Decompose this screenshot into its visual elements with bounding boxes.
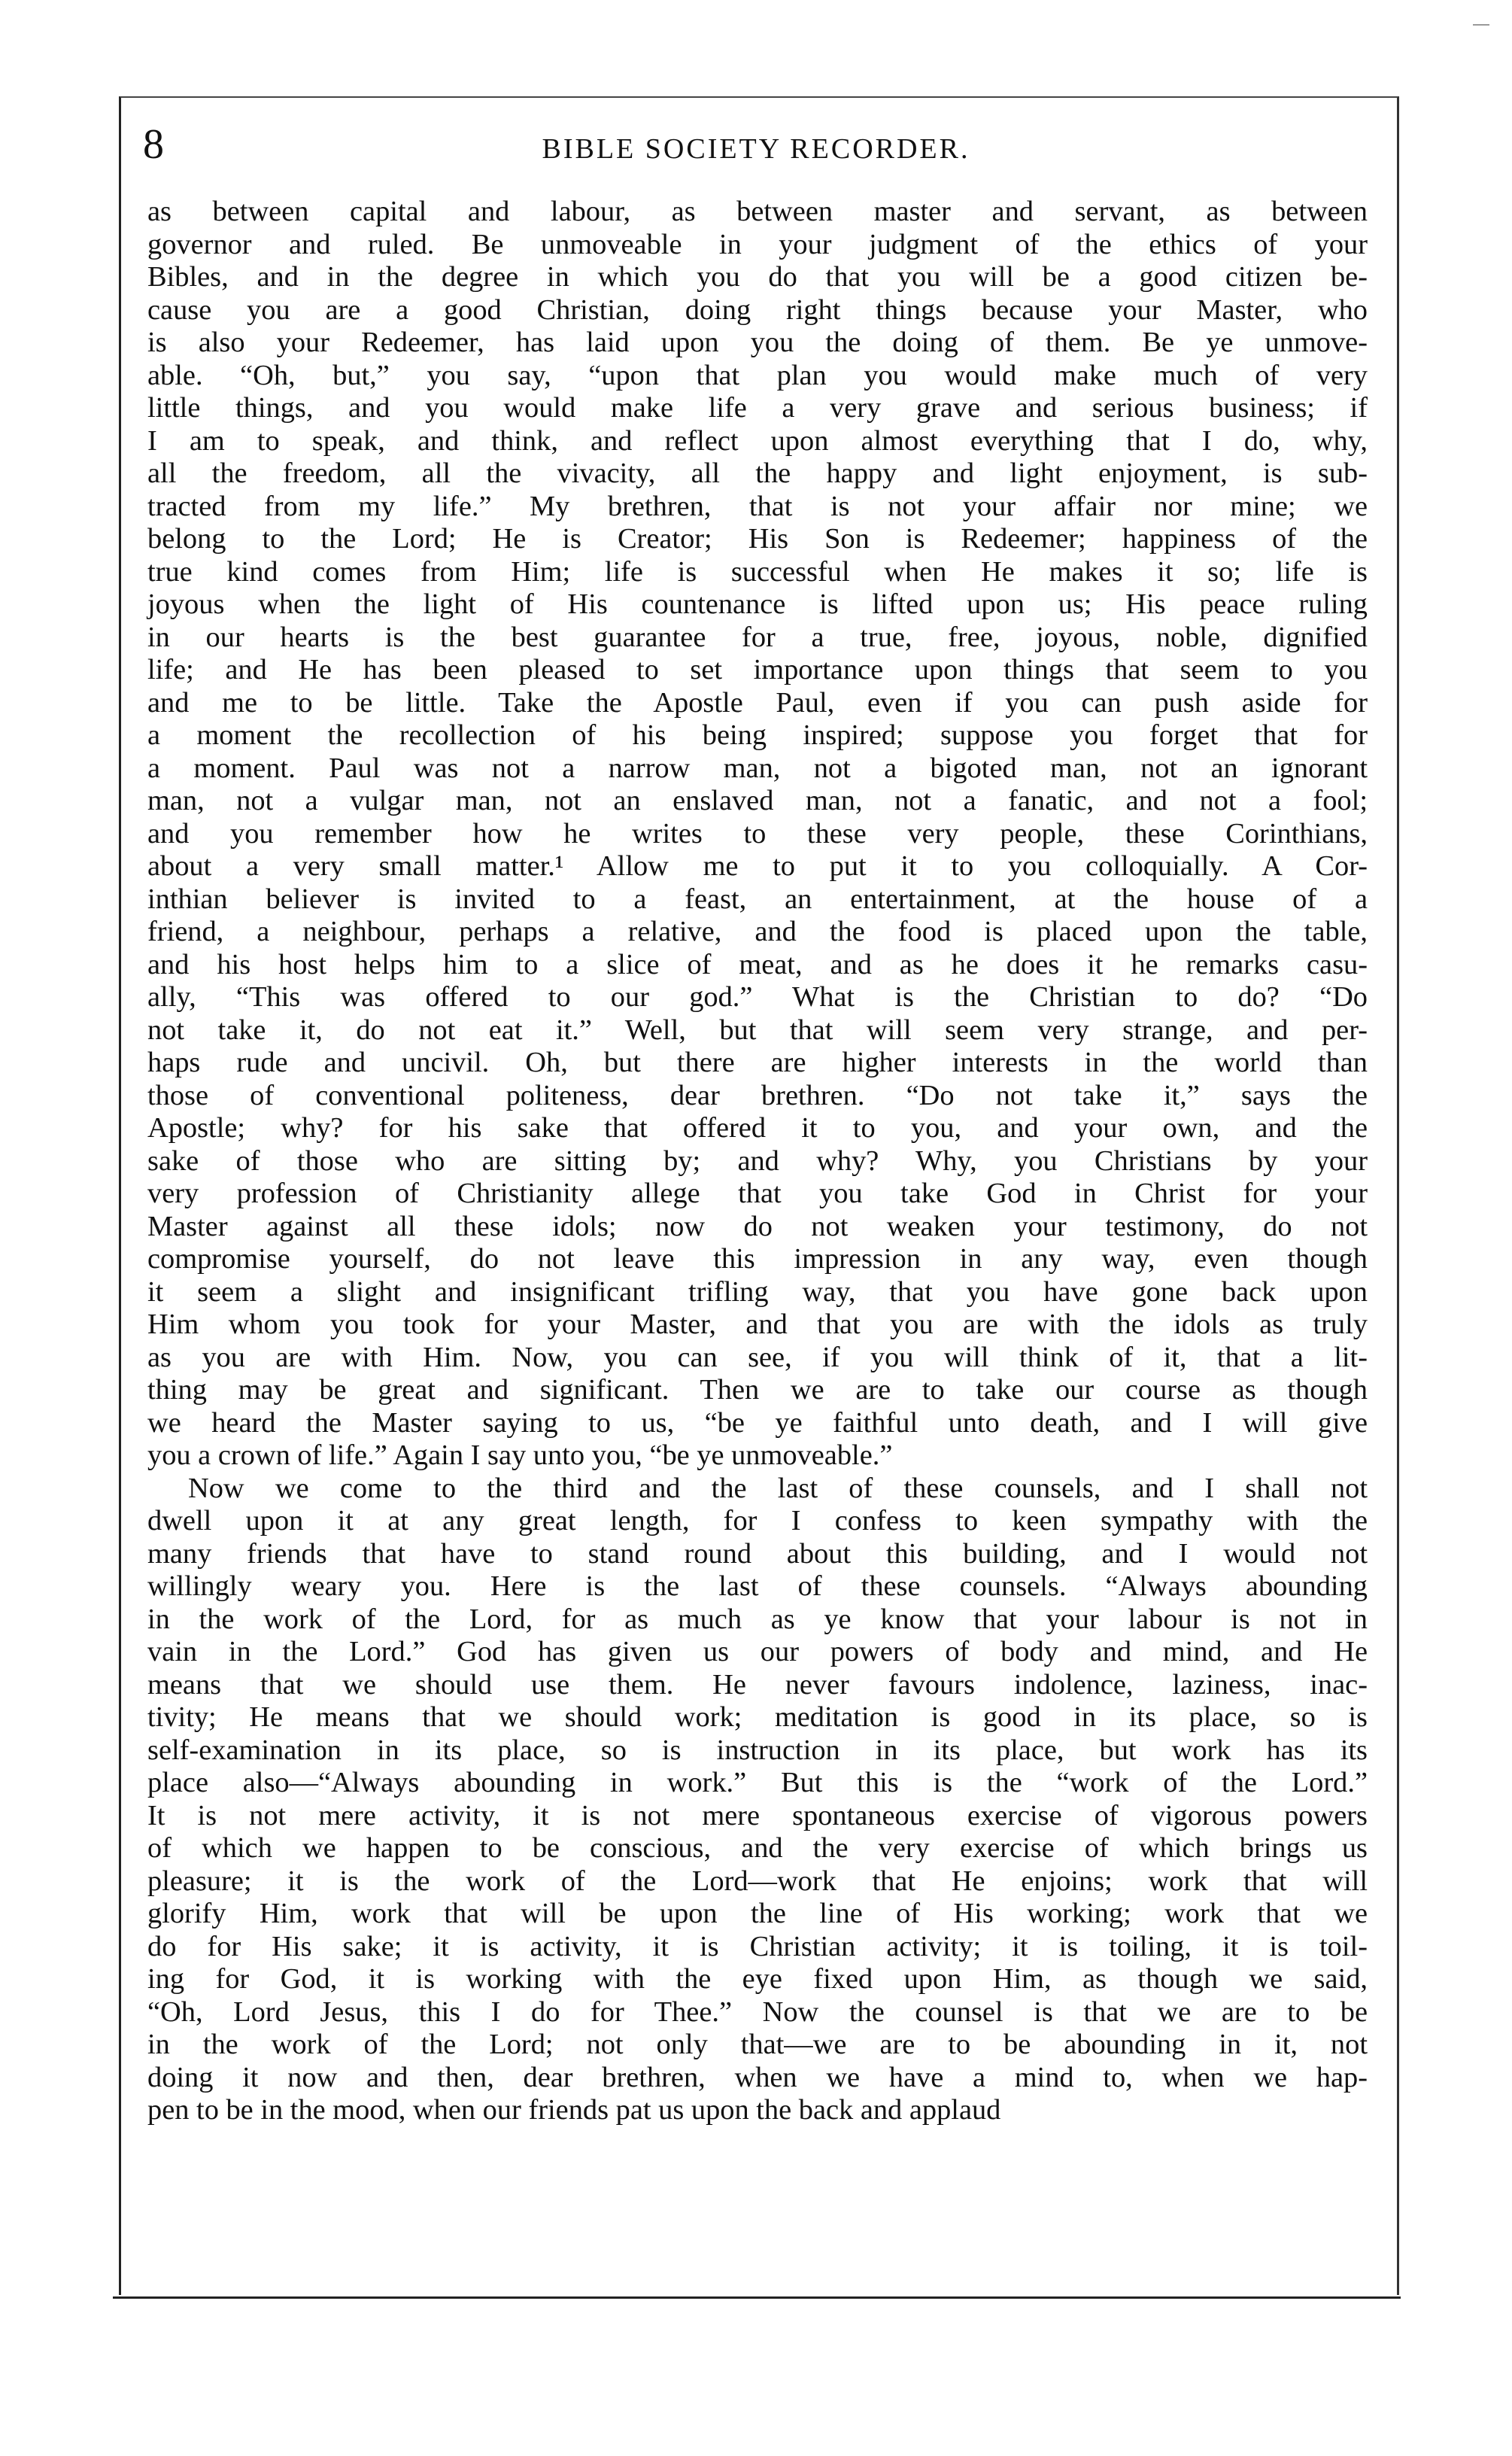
corner-mark xyxy=(1473,24,1489,26)
text-line: place also—“Always abounding in work.” But this is the “work of the Lord.” xyxy=(147,1767,1368,1798)
text-line: friend, a neighbour, perhaps a relative, and the food is placed upon the table, xyxy=(147,916,1368,947)
text-line: you a crown of life.” Again I say unto you, “be ye unmoveable.” xyxy=(147,1439,893,1471)
text-line: and you remember how he writes to these very people, these Corinthians, xyxy=(147,817,1368,850)
text-line: and me to be little. Take the Apostle Paul, even if you can push aside for xyxy=(147,686,1368,719)
text-line: little things, and you would make life a very grave and serious business; if xyxy=(147,392,1368,424)
text-line: very profession of Christianity allege that you take God in Christ for your xyxy=(147,1178,1368,1209)
text-line: ally, “This was offered to our god.” What is the Christian to do? “Do xyxy=(147,981,1368,1013)
text-line: all the freedom, all the vivacity, all the happy and light enjoyment, is sub- xyxy=(147,457,1368,489)
text-line: Him whom you took for your Master, and that you are with the idols as truly xyxy=(147,1309,1368,1340)
text-line: dwell upon it at any great length, for I confess to keen sympathy with the xyxy=(147,1505,1368,1537)
text-line: as you are with Him. Now, you can see, if you will think of it, that a lit- xyxy=(147,1341,1368,1373)
text-line: belong to the Lord; He is Creator; His Son is Redeemer; happiness of the xyxy=(147,523,1368,555)
text-line: man, not a vulgar man, not an enslaved man, not a fanatic, and not a fool; xyxy=(147,785,1368,816)
text-line: in the work of the Lord; not only that—we are to be abounding in it, not xyxy=(147,2029,1368,2060)
text-line: willingly weary you. Here is the last of these counsels. “Always abounding xyxy=(147,1570,1368,1602)
running-title: BIBLE SOCIETY RECORDER. xyxy=(542,133,970,165)
text-line: true kind comes from Him; life is successful when He makes it so; life is xyxy=(147,555,1368,588)
text-line: pleasure; it is the work of the Lord—work that He enjoins; work that will xyxy=(147,1865,1368,1897)
text-line: I am to speak, and think, and reflect upon almost everything that I do, why, xyxy=(147,424,1368,457)
text-line: and his host helps him to a slice of meat, and as he does it he remarks casu- xyxy=(147,948,1368,980)
text-line: do for His sake; it is activity, it is Christian activity; it is toiling, it is toil- xyxy=(147,1930,1368,1962)
text-line: self-examination in its place, so is instruction in its place, but work has its xyxy=(147,1734,1368,1766)
text-line: Master against all these idols; now do not weaken your testimony, do not xyxy=(147,1210,1368,1242)
page-header xyxy=(120,120,1392,173)
text-line: thing may be great and significant. Then we are to take our course as though xyxy=(147,1374,1368,1406)
text-line: joyous when the light of His countenance is lifted upon us; His peace ruling xyxy=(147,588,1368,620)
text-line: cause you are a good Christian, doing right things because your Master, who xyxy=(147,293,1368,326)
text-line: in the work of the Lord, for as much as ye know that your labour is not in xyxy=(147,1603,1368,1635)
text-line: pen to be in the mood, when our friends pat us upon the back and applaud xyxy=(147,2094,1001,2126)
bottom-rule xyxy=(113,2296,1401,2299)
text-line: a moment. Paul was not a narrow man, not a bigoted man, not an ignorant xyxy=(147,752,1368,784)
text-line: compromise yourself, do not leave this impression in any way, even though xyxy=(147,1243,1368,1275)
text-line: It is not mere activity, it is not mere spontaneous exercise of vigorous powers xyxy=(147,1799,1368,1831)
text-line: glorify Him, work that will be upon the line of His working; work that we xyxy=(147,1898,1368,1929)
text-line: Bibles, and in the degree in which you do that you will be a good citizen be- xyxy=(147,261,1368,293)
text-line: of which we happen to be conscious, and the very exercise of which brings us xyxy=(147,1832,1368,1864)
text-line: not take it, do not eat it.” Well, but that will seem very strange, and per- xyxy=(147,1014,1368,1046)
text-line: means that we should use them. He never favours indolence, laziness, inac- xyxy=(147,1668,1368,1701)
text-line: a moment the recollection of his being inspired; suppose you forget that for xyxy=(147,719,1368,751)
text-line: tracted from my life.” My brethren, that is not your affair nor mine; we xyxy=(147,490,1368,522)
text-line: tivity; He means that we should work; meditation is good in its place, so is xyxy=(147,1701,1368,1733)
text-line: sake of those who are sitting by; and why? Why, you Christians by your xyxy=(147,1144,1368,1177)
text-line: we heard the Master saying to us, “be ye faithful unto death, and I will give xyxy=(147,1406,1368,1439)
page-number: 8 xyxy=(143,121,164,168)
text-line: many friends that have to stand round about this building, and I would not xyxy=(147,1537,1368,1570)
text-line: governor and ruled. Be unmoveable in your judgment of the ethics of your xyxy=(147,228,1368,260)
text-line: ing for God, it is working with the eye fixed upon Him, as though we said, xyxy=(147,1963,1368,1995)
text-line: those of conventional politeness, dear brethren. “Do not take it,” says the xyxy=(147,1079,1368,1111)
text-line: able. “Oh, but,” you say, “upon that plan you would make much of very xyxy=(147,359,1368,391)
text-line: haps rude and uncivil. Oh, but there are higher interests in the world than xyxy=(147,1047,1368,1078)
text-line: life; and He has been pleased to set importance upon things that seem to you xyxy=(147,654,1368,685)
text-line: as between capital and labour, as between master and servant, as between xyxy=(147,196,1368,227)
text-line: is also your Redeemer, has laid upon you the doing of them. Be ye unmove- xyxy=(147,327,1368,358)
text-line: vain in the Lord.” God has given us our powers of body and mind, and He xyxy=(147,1636,1368,1667)
text-line: “Oh, Lord Jesus, this I do for Thee.” Now the counsel is that we are to be xyxy=(147,1996,1368,2028)
text-line: Apostle; why? for his sake that offered it to you, and your own, and the xyxy=(147,1112,1368,1144)
body-text xyxy=(147,196,1368,2127)
text-line: Now we come to the third and the last of these counsels, and I shall not xyxy=(188,1472,1368,1504)
text-line: in our hearts is the best guarantee for a true, free, joyous, noble, dignified xyxy=(147,621,1368,653)
text-line: it seem a slight and insignificant trifling way, that you have gone back upon xyxy=(147,1275,1368,1308)
text-line: inthian believer is invited to a feast, an entertainment, at the house of a xyxy=(147,883,1368,915)
text-line: about a very small matter.¹ Allow me to put it to you colloquially. A Cor- xyxy=(147,850,1368,882)
text-line: doing it now and then, dear brethren, when we have a mind to, when we hap- xyxy=(147,2061,1368,2093)
